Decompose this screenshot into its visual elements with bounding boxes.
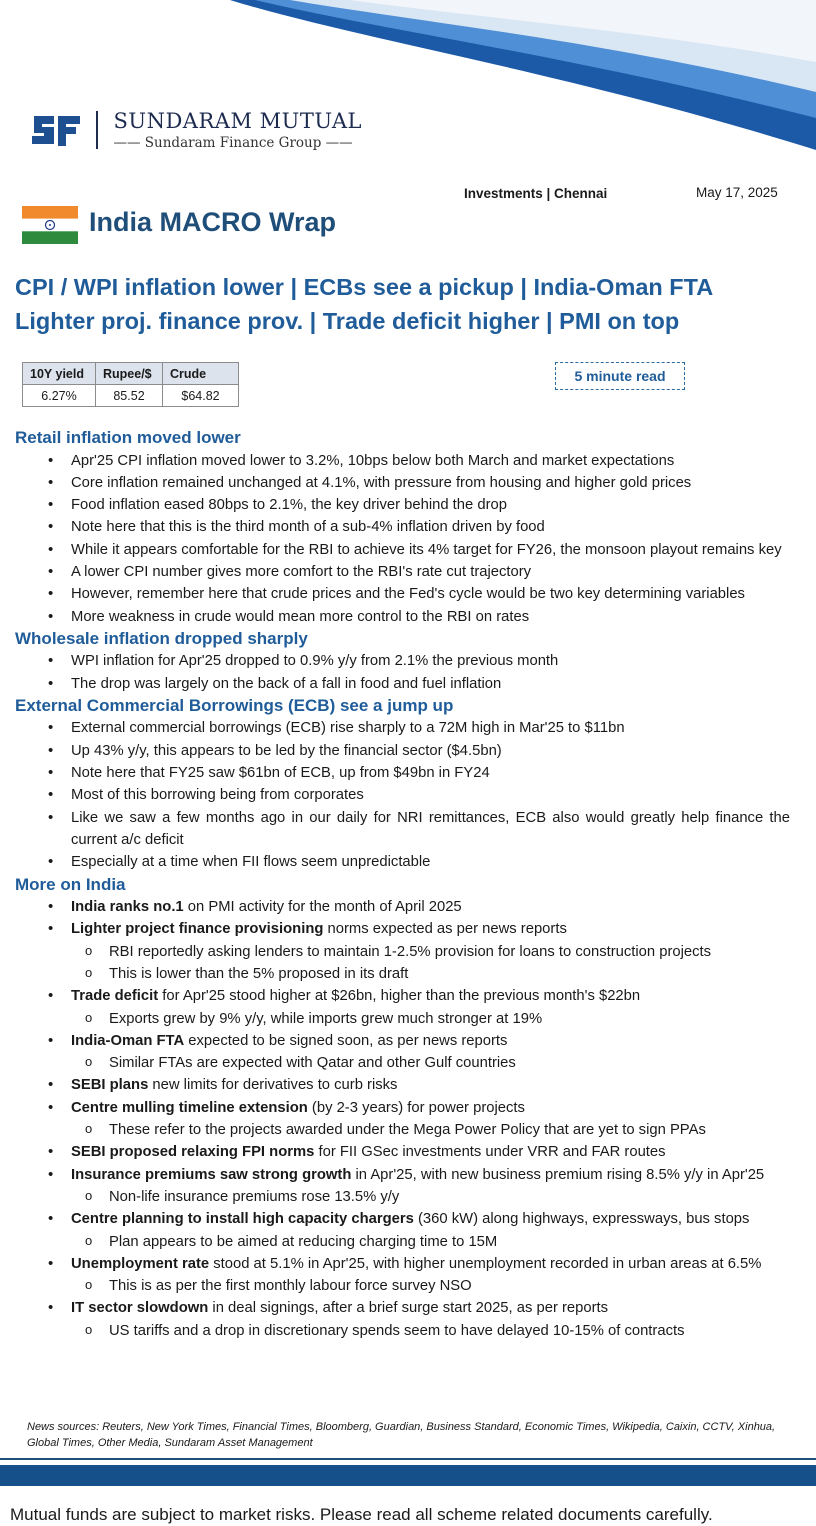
list-item: • A lower CPI number gives more comfort to the RBI's rate cut trajectory: [15, 561, 790, 583]
trade-sublist: [15, 1008, 790, 1030]
india-list-chargers: [15, 1208, 790, 1230]
list-item: [15, 1208, 790, 1230]
list-item: • Food inflation eased 80bps to 2.1%, the key driver behind the drop: [15, 494, 790, 516]
ecb-list: [15, 717, 790, 873]
item-lead: India-Oman FTA: [71, 1032, 185, 1049]
sub-list-item: o US tariffs and a drop in discretionary spends seem to have delayed 10-15% of contracts: [15, 1320, 790, 1342]
item-text: norms expected as per news reports: [323, 921, 567, 938]
item-text: stood at 5.1% in Apr'25, with higher unemployment recorded in urban areas at 6.5%: [209, 1255, 762, 1272]
item-text: on PMI activity for the month of April 2025: [183, 899, 462, 916]
item-text: in Apr'25, with new business premium rising 8.5% y/y in Apr'25: [351, 1166, 765, 1183]
department-label: Investments | Chennai: [464, 186, 608, 201]
headline-line-1: CPI / WPI inflation lower | ECBs see a pickup | India-Oman FTA: [15, 274, 714, 300]
india-list-oman: [15, 1030, 790, 1052]
list-item: • While it appears comfortable for the RBI to achieve its 4% target for FY26, the monsoon playout remains key: [15, 539, 790, 561]
list-item: • Note here that FY25 saw $61bn of ECB, up from $49bn in FY24: [15, 762, 790, 784]
sub-list-item: o These refer to the projects awarded under the Mega Power Policy that are yet to sign PPAs: [15, 1119, 790, 1141]
list-item: • More weakness in crude would mean more control to the RBI on rates: [15, 606, 790, 628]
list-item: • Core inflation remained unchanged at 4.1%, with pressure from housing and higher gold prices: [15, 472, 790, 494]
sub-list-item: o This is lower than the 5% proposed in its draft: [15, 963, 790, 985]
item-lead: IT sector slowdown: [71, 1300, 209, 1317]
value-crude: $64.82: [163, 385, 239, 407]
sub-list-item: o Similar FTAs are expected with Qatar and other Gulf countries: [15, 1052, 790, 1074]
list-item: [15, 918, 790, 940]
india-flag-icon: [22, 206, 78, 244]
item-text: for FII GSec investments under VRR and FAR routes: [314, 1144, 666, 1161]
item-text: for Apr'25 stood higher at $26bn, higher than the previous month's $22bn: [158, 988, 641, 1005]
list-item: [15, 1097, 790, 1119]
news-sources: News sources: Reuters, New York Times, Financial Times, Bloomberg, Guardian, Business Standard, Economic Times, Wikipedia, Caixin, CCTV, Xinhua, Global Times, Other Media, Sundaram Asset Management: [27, 1421, 776, 1449]
list-item: • Up 43% y/y, this appears to be led by the financial sector ($4.5bn): [15, 740, 790, 762]
table-header-row: [23, 363, 239, 385]
item-lead: SEBI plans: [71, 1077, 149, 1094]
list-item: • Like we saw a few months ago in our daily for NRI remittances, ECB also would greatly help finance the current a/c deficit: [15, 807, 790, 852]
oman-sublist: [15, 1052, 790, 1074]
list-item: [15, 1030, 790, 1052]
item-lead: Unemployment rate: [71, 1255, 210, 1272]
item-lead: Trade deficit: [71, 988, 159, 1005]
insurance-sublist: [15, 1186, 790, 1208]
header-crude: Crude: [163, 363, 239, 385]
disclaimer-text: Mutual funds are subject to market risks. Please read all scheme related documents carefully.: [10, 1505, 713, 1524]
item-lead: Centre mulling timeline extension: [71, 1099, 308, 1116]
item-lead: India ranks no.1: [71, 899, 184, 916]
sundaram-logo-mark: [30, 108, 82, 152]
retail-list: [15, 450, 790, 628]
brand-group: —— Sundaram Finance Group ——: [113, 135, 353, 151]
header-10y-yield: 10Y yield: [23, 363, 96, 385]
centre-sublist: [15, 1119, 790, 1141]
read-time-badge: 5 minute read: [555, 362, 685, 390]
list-item: [15, 985, 790, 1007]
table-row: [23, 385, 239, 407]
item-lead: Insurance premiums saw strong growth: [71, 1166, 352, 1183]
report-date: May 17, 2025: [696, 185, 778, 200]
header-rupee: Rupee/$: [96, 363, 163, 385]
report-title: India MACRO Wrap: [89, 207, 337, 237]
projfin-sublist: [15, 941, 790, 986]
headline-line-2: Lighter proj. finance prov. | Trade deficit higher | PMI on top: [15, 308, 680, 334]
section-title-india: More on India: [15, 874, 126, 894]
india-list-it: [15, 1297, 790, 1319]
list-item: [15, 896, 790, 918]
item-text: expected to be signed soon, as per news reports: [184, 1032, 508, 1049]
india-list: [15, 896, 790, 941]
section-title-retail: Retail inflation moved lower: [15, 428, 241, 447]
it-sublist: [15, 1320, 790, 1342]
sub-list-item: o Non-life insurance premiums rose 13.5% y/y: [15, 1186, 790, 1208]
unemployment-sublist: [15, 1275, 790, 1297]
brand-name: SUNDARAM MUTUAL: [113, 109, 362, 133]
logo-divider: [96, 111, 98, 149]
item-text: new limits for derivatives to curb risks: [148, 1077, 398, 1094]
item-text: in deal signings, after a brief surge start 2025, as per reports: [208, 1300, 609, 1317]
value-10y-yield: 6.27%: [23, 385, 96, 407]
footer-bar: [0, 1465, 816, 1486]
list-item: [15, 1297, 790, 1319]
list-item: [15, 1164, 790, 1186]
list-item: • Note here that this is the third month of a sub-4% inflation driven by food: [15, 516, 790, 538]
section-title-ecb: External Commercial Borrowings (ECB) see a jump up: [15, 695, 454, 715]
section-title-wholesale: Wholesale inflation dropped sharply: [15, 628, 308, 648]
item-text: (by 2-3 years) for power projects: [307, 1099, 525, 1116]
sub-list-item: o Exports grew by 9% y/y, while imports grew much stronger at 19%: [15, 1008, 790, 1030]
brand-logo: [30, 108, 362, 152]
item-lead: Centre planning to install high capacity chargers: [71, 1211, 414, 1228]
list-item: [15, 1074, 790, 1096]
list-item: • The drop was largely on the back of a fall in food and fuel inflation: [15, 673, 790, 695]
india-list-trade: [15, 985, 790, 1007]
wholesale-list: [15, 650, 790, 695]
chargers-sublist: [15, 1231, 790, 1253]
list-item: [15, 1253, 790, 1275]
list-item: • Apr'25 CPI inflation moved lower to 3.2%, 10bps below both March and market expectations: [15, 450, 790, 472]
sub-list-item: o Plan appears to be aimed at reducing charging time to 15M: [15, 1231, 790, 1253]
list-item: • WPI inflation for Apr'25 dropped to 0.9% y/y from 2.1% the previous month: [15, 650, 790, 672]
item-lead: Lighter project finance provisioning: [71, 921, 324, 938]
market-indicators-table: [22, 362, 239, 407]
list-item: • Especially at a time when FII flows seem unpredictable: [15, 851, 790, 873]
list-item: • However, remember here that crude prices and the Fed's cycle would be two key determining variables: [15, 583, 790, 605]
value-rupee: 85.52: [96, 385, 163, 407]
india-list-sebi: [15, 1074, 790, 1119]
sub-list-item: o This is as per the first monthly labour force survey NSO: [15, 1275, 790, 1297]
list-item: [15, 1141, 790, 1163]
report-body: [15, 427, 790, 1342]
item-lead: SEBI proposed relaxing FPI norms: [71, 1144, 315, 1161]
list-item: • Most of this borrowing being from corporates: [15, 784, 790, 806]
item-text: (360 kW) along highways, expressways, bus stops: [413, 1211, 750, 1228]
india-list-fpi: [15, 1141, 790, 1186]
india-list-unemployment: [15, 1253, 790, 1275]
sub-list-item: o RBI reportedly asking lenders to maintain 1-2.5% provision for loans to construction projects: [15, 941, 790, 963]
footer-divider: [0, 1458, 816, 1460]
list-item: • External commercial borrowings (ECB) rise sharply to a 72M high in Mar'25 to $11bn: [15, 717, 790, 739]
